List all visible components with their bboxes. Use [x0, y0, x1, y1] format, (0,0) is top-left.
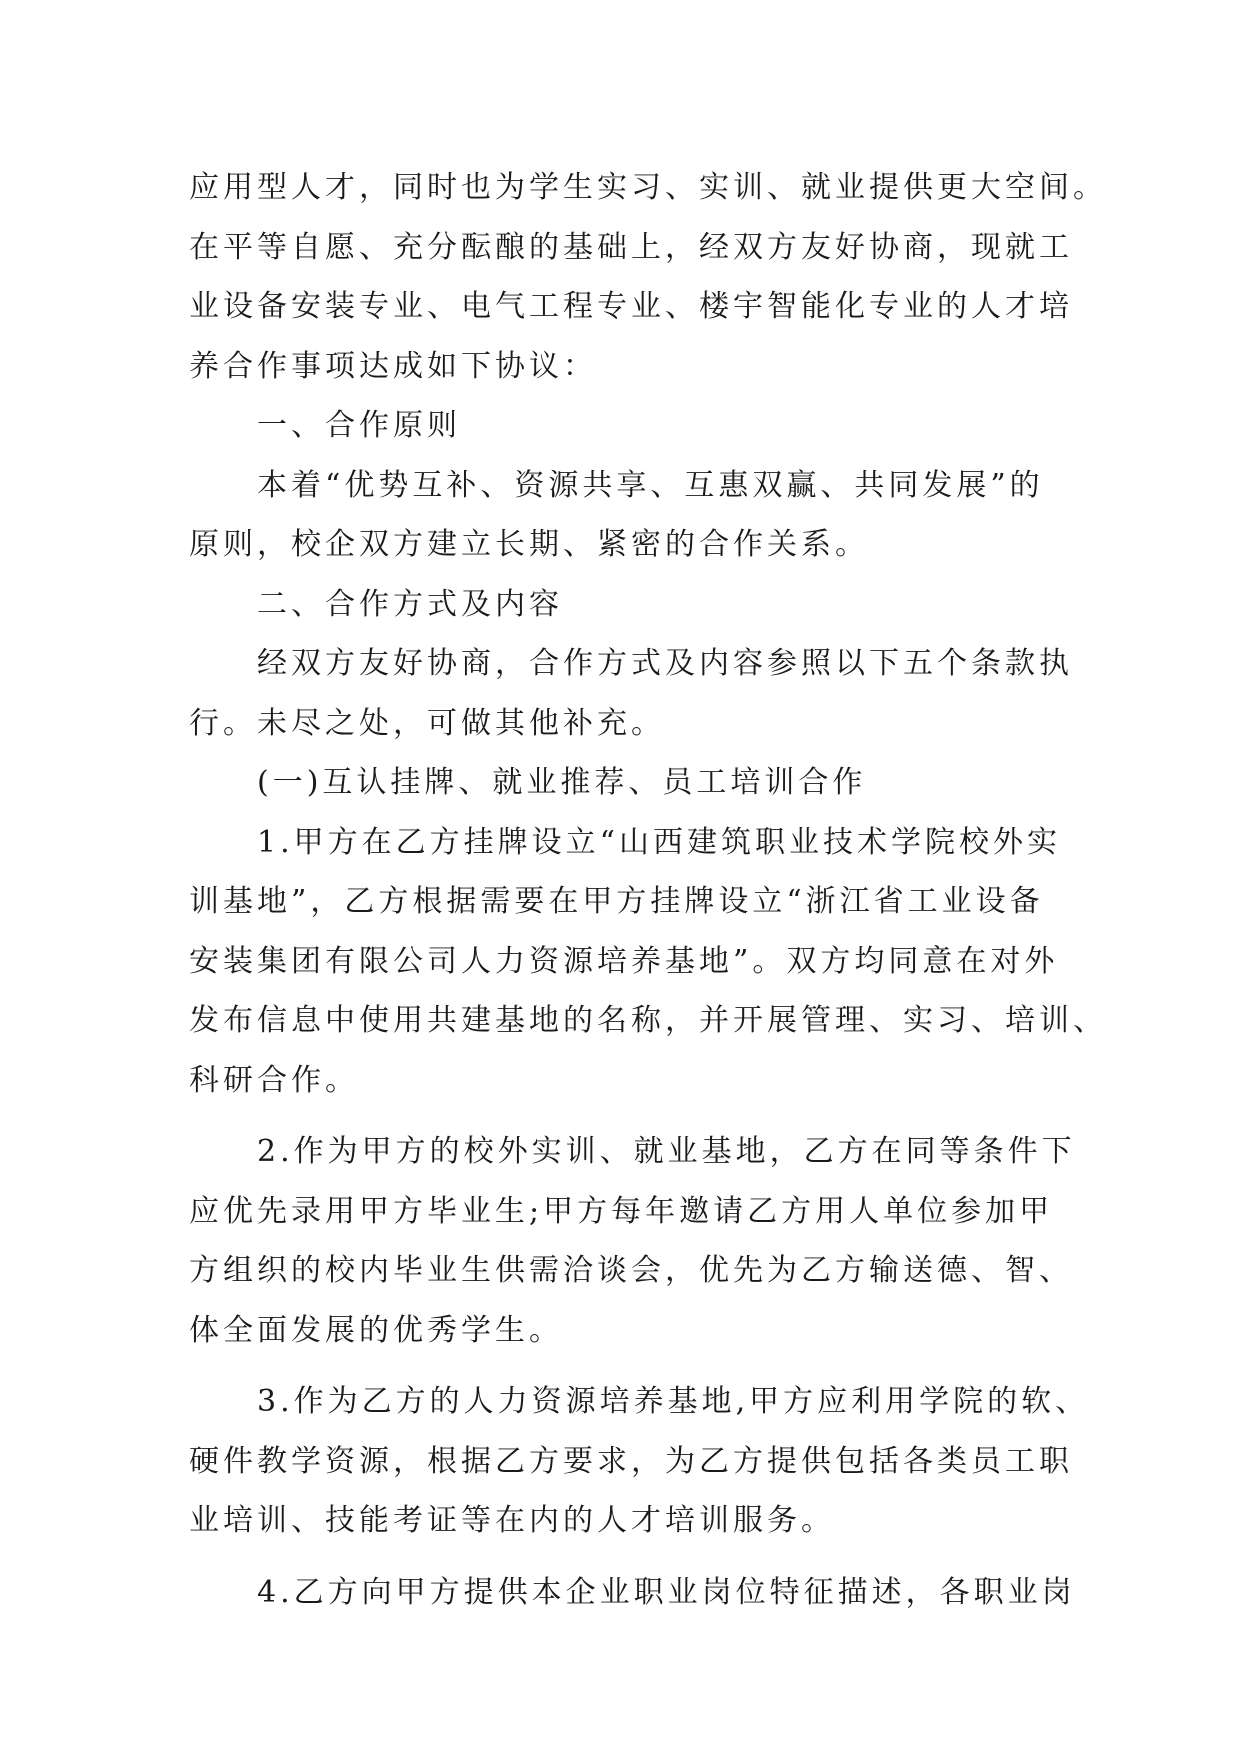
text-line: 养合作事项达成如下协议： [189, 348, 597, 384]
document-body [189, 158, 1107, 1622]
text-line: 训基地”，乙方根据需要在甲方挂牌设立“浙江省工业设备 [189, 884, 1044, 919]
paragraph-gap [189, 1110, 1089, 1122]
text-line: 发布信息中使用共建基地的名称，并开展管理、实习、培训、 [189, 1003, 1107, 1038]
text-line: 原则，校企双方建立长期、紧密的合作关系。 [189, 527, 869, 562]
text-line: 业培训、技能考证等在内的人才培训服务。 [189, 1503, 835, 1538]
text-line: 2.作为甲方的校外实训、就业基地，乙方在同等条件下 [257, 1134, 1076, 1169]
text-line: 行。未尽之处，可做其他补充。 [189, 705, 665, 741]
subsection-heading: (一)互认挂牌、就业推荐、员工培训合作 [257, 765, 867, 800]
text-line: 应用型人才，同时也为学生实习、实训、就业提供更大空间。 [189, 170, 1107, 205]
paragraph-gap [189, 1360, 1089, 1372]
text-line: 科研合作。 [189, 1062, 359, 1098]
section-heading: 一、合作原则 [257, 408, 461, 443]
text-line: 安装集团有限公司人力资源培养基地”。双方均同意在对外 [189, 943, 1059, 979]
section-heading: 二、合作方式及内容 [257, 586, 563, 622]
text-line: 4.乙方向甲方提供本企业职业岗位特征描述，各职业岗 [257, 1574, 1076, 1610]
text-line: 经双方友好协商，合作方式及内容参照以下五个条款执 [257, 646, 1073, 681]
text-line: 本着“优势互补、资源共享、互惠双赢、共同发展”的 [257, 467, 1044, 503]
text-line: 业设备安装专业、电气工程专业、楼宇智能化专业的人才培 [189, 289, 1073, 324]
text-line: 硬件教学资源，根据乙方要求，为乙方提供包括各类员工职 [189, 1443, 1073, 1479]
text-line: 1.甲方在乙方挂牌设立“山西建筑职业技术学院校外实 [257, 824, 1061, 860]
text-line: 方组织的校内毕业生供需洽谈会，优先为乙方输送德、智、 [189, 1253, 1073, 1288]
paragraph-gap [189, 1551, 1089, 1563]
text-line: 应优先录用甲方毕业生;甲方每年邀请乙方用人单位参加甲 [189, 1193, 1054, 1229]
text-line: 3.作为乙方的人力资源培养基地,甲方应利用学院的软、 [257, 1384, 1090, 1419]
text-line: 在平等自愿、充分酝酿的基础上，经双方友好协商，现就工 [189, 229, 1073, 265]
text-line: 体全面发展的优秀学生。 [189, 1312, 563, 1348]
